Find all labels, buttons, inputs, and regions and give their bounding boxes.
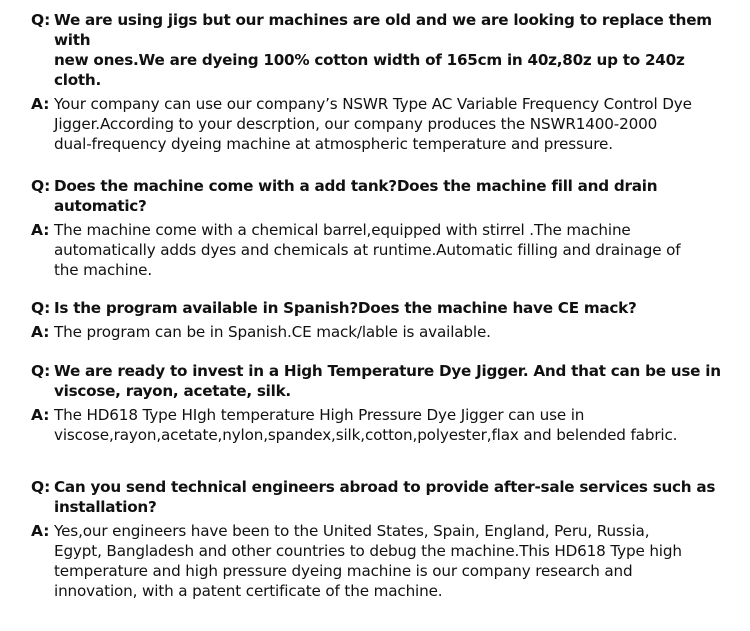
question-marker: Q:: [31, 177, 51, 195]
question-row: [31, 477, 721, 517]
answer-marker: A:: [31, 406, 50, 424]
question-text: Is the program available in Spanish?Does the machine have CE mack?: [54, 299, 637, 317]
faq-item: [31, 176, 721, 280]
question-marker: Q:: [31, 11, 51, 29]
answer-row: [31, 405, 721, 445]
question-marker: Q:: [31, 478, 51, 496]
question-marker: Q:: [31, 362, 51, 380]
question-text: Does the machine come with a add tank?Does the machine fill and drain automatic?: [54, 177, 658, 215]
question-row: [31, 176, 721, 216]
answer-row: [31, 322, 721, 342]
answer-row: [31, 220, 721, 280]
faq-item: [31, 298, 721, 342]
answer-text: The program can be in Spanish.CE mack/lable is available.: [54, 323, 491, 341]
answer-row: [31, 94, 721, 154]
answer-text: The machine come with a chemical barrel,equipped with stirrel .The machine automatically adds dyes and chemicals at runtime.Automatic filling and drainage of the machine.: [54, 221, 681, 279]
question-marker: Q:: [31, 299, 51, 317]
question-row: [31, 298, 721, 318]
faq-section: [31, 8, 721, 601]
answer-text: Your company can use our company’s NSWR Type AC Variable Frequency Control Dye Jigger.According to your descrption, our company produces the NSWR1400-2000 dual-frequency dyeing machine at atmospheric temperature and pressure.: [54, 95, 692, 153]
question-text: We are ready to invest in a High Temperature Dye Jigger. And that can be use in viscose, rayon, acetate, silk.: [54, 362, 721, 400]
faq-item: [31, 10, 721, 154]
answer-marker: A:: [31, 95, 50, 113]
question-text: We are using jigs but our machines are old and we are looking to replace them with new ones.We are dyeing 100% cotton width of 165cm in 40z,80z up to 240z cloth.: [54, 11, 712, 89]
answer-text: Yes,our engineers have been to the United States, Spain, England, Peru, Russia, Egypt, Bangladesh and other countries to debug the machine.This HD618 Type high temperature and high pressure dyeing machine is our company research and innovation, with a patent certificate of the machine.: [54, 522, 682, 600]
question-row: [31, 361, 721, 401]
answer-text: The HD618 Type HIgh temperature High Pressure Dye Jigger can use in viscose,rayon,acetate,nylon,spandex,silk,cotton,polyester,flax and belended fabric.: [54, 406, 678, 444]
faq-item: [31, 477, 721, 601]
answer-marker: A:: [31, 522, 50, 540]
answer-marker: A:: [31, 221, 50, 239]
question-text: Can you send technical engineers abroad to provide after-sale services such as installation?: [54, 478, 716, 516]
faq-item: [31, 361, 721, 445]
question-row: [31, 10, 721, 90]
answer-marker: A:: [31, 323, 50, 341]
answer-row: [31, 521, 721, 601]
